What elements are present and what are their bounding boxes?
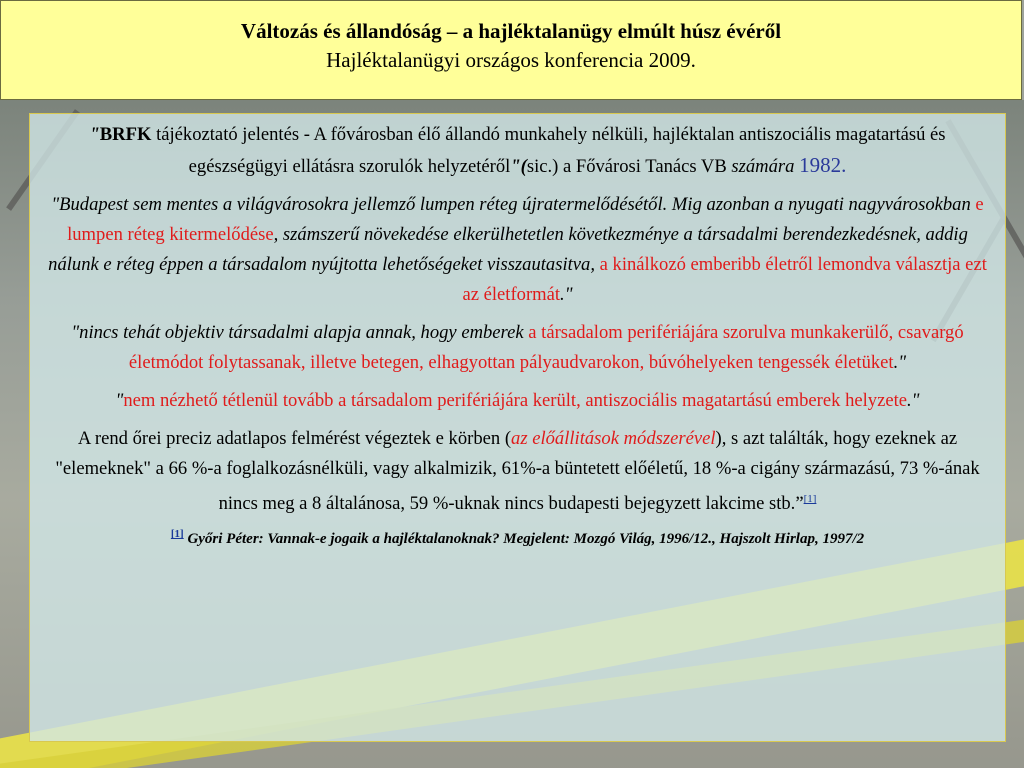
quote-end: ."	[907, 390, 920, 411]
report-text: tájékoztató jelentés - A fővárosban élő állandó munkahely nélküli, hajléktalan antiszociális magatartású és egészségügyi ellátásra szorulók helyzetéről	[151, 124, 946, 177]
quote-text: "Budapest sem mentes a világvárosokra jellemző lumpen réteg újratermelődésétől. Mig azonban a nyugati nagyvárosokban	[51, 194, 971, 215]
content-panel	[29, 113, 1006, 742]
quote-mark: "(	[510, 156, 527, 177]
quote-highlight: a társadalom perifériájára szorulva munkakerülő, csavargó életmódot folytassanak, illetve betegen, elhagyottan pályaudvarokon, búvóhelyeken tengessék életüket	[128, 322, 964, 373]
paragraph-survey	[42, 424, 993, 519]
quote-highlight: e lumpen réteg kitermelődése	[67, 194, 984, 245]
brfk-label: BRFK	[99, 124, 152, 145]
survey-text: A rend őrei preciz adatlapos felmérést végeztek e körben (	[77, 428, 512, 449]
quote-text: "nincs tehát objektiv társadalmi alapja annak, hogy emberek	[71, 322, 524, 343]
paragraph-quote-2	[42, 318, 993, 378]
paragraph-quote-1	[42, 190, 993, 310]
slide-title: Változás és állandóság – a hajléktalanügy elmúlt húsz évéről	[240, 19, 782, 43]
slide-subtitle: Hajléktalanügyi országos konferencia 2009.	[326, 48, 696, 72]
quote-end: ."	[560, 284, 573, 305]
quote-highlight: a kinálkozó emberibb életről lemondva választja ezt az életformát	[462, 254, 987, 305]
footnote	[42, 523, 993, 550]
report-year: 1982.	[799, 153, 847, 177]
paragraph-quote-3	[42, 386, 993, 416]
survey-text: ), s azt találták, hogy ezeknek az "elemeknek" a 66 %-a foglalkozásnélküli, vagy alkalmizik, 61%-a büntetett előéletű, 18 %-a cigány származású, 73 %-ának nincs meg a 8 általánosa, 59 %-uknak nincs budapesti bejegyzett lakcime stb.”	[55, 428, 980, 515]
quote-start: "	[115, 390, 124, 411]
quote-text: , számszerű növekedése elkerülhetetlen következménye a társadalmi berendezkedésnek, addig nálunk e réteg éppen a társadalom nyújtotta lehetőségeket visszautasitva,	[48, 224, 968, 275]
footnote-anchor-link[interactable]: [1]	[170, 528, 184, 541]
quote-mark: "	[89, 124, 100, 145]
report-text-2: sic.) a Fővárosi Tanács VB	[526, 156, 732, 177]
report-szamara: számára	[731, 156, 795, 177]
footnote-ref-link[interactable]: [1]	[803, 493, 817, 505]
quote-highlight: nem nézhető tétlenül tovább a társadalom perifériájára került, antiszociális magatartású emberek helyzete	[123, 390, 908, 411]
quote-end: ."	[893, 352, 907, 373]
slide-header	[0, 0, 1022, 100]
paragraph-report	[42, 120, 993, 182]
survey-highlight: az előállitások módszerével	[511, 428, 716, 449]
footnote-text: Győri Péter: Vannak-e jogaik a hajléktalanoknak? Megjelent: Mozgó Világ, 1996/12., Hajszolt Hirlap, 1997/2	[183, 531, 865, 548]
